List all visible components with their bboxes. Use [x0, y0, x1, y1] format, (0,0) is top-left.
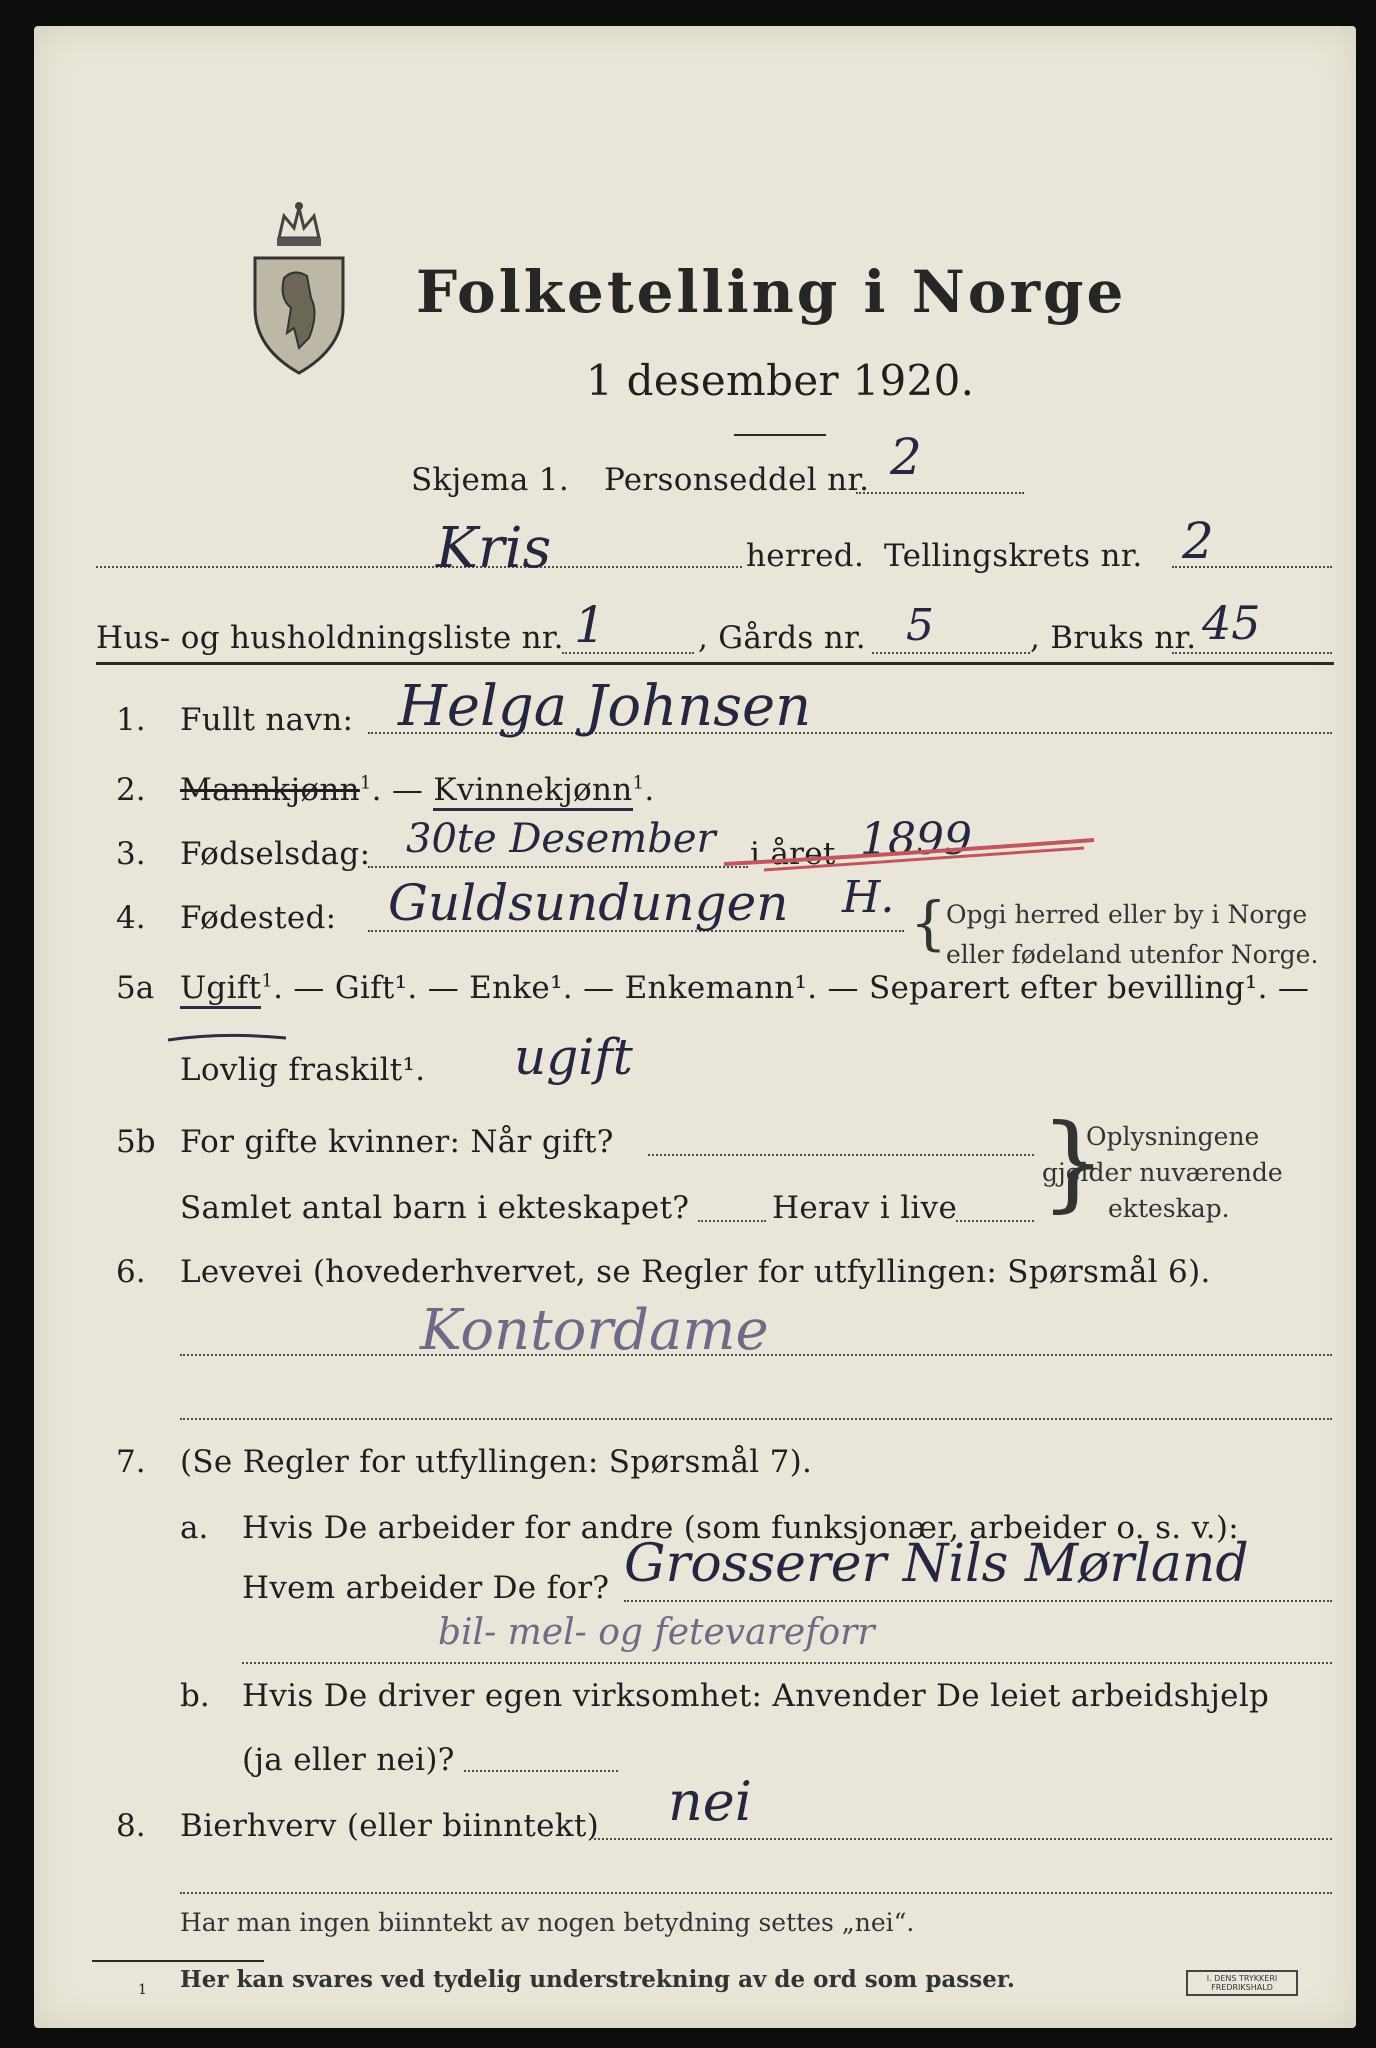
q8-label: Bierhverv (eller biinntekt) [180, 1808, 600, 1844]
q1-full-name: Helga Johnsen [398, 674, 812, 739]
herred-label: herred. [746, 538, 865, 574]
q5a-number: 5a [116, 970, 155, 1006]
q5b-note-line1: Oplysningene [1086, 1122, 1260, 1151]
q7b-line1: Hvis De driver egen virksomhet: Anvender De leiet arbeidshjelp [242, 1678, 1270, 1714]
q6-label: Levevei (hovederhvervet, se Regler for utfyllingen: Spørsmål 6). [180, 1254, 1211, 1290]
q7-number: 7. [116, 1444, 146, 1480]
q5a-ugift-option: Ugift [180, 970, 261, 1009]
personseddel-label: Personseddel nr. [604, 462, 870, 498]
q2-female-option: Kvinnekjønn [433, 772, 632, 811]
q4-label: Fødested: [180, 900, 337, 936]
gards-label: , Gårds nr. [698, 620, 866, 656]
q4-birthplace: Guldsundungen [388, 874, 789, 932]
q5a-answer: ugift [514, 1028, 633, 1086]
printer-stamp: I. DENS TRYKKERI FREDRIKSHALD [1186, 1970, 1298, 1996]
schema-label: Skjema 1. [411, 462, 569, 498]
q5b-note-line2: gjelder nuværende [1042, 1158, 1283, 1187]
footnote-marker: 1 [138, 1982, 147, 1998]
footnote-rule [92, 1960, 264, 1962]
tellingskrets-label: Tellingskrets nr. [884, 538, 1143, 574]
census-form: Folketelling i Norge 1 desember 1920. Skjema 1. Personseddel nr. 2 Kris herred. Tellingskrets nr. 2 Hus- og husholdningsliste nr. 1 , Gårds nr. 5 , Bruks nr. 45 1. Fullt navn: Helga Johnsen 2. Mannkjønn$^1$. — Kvinnekjønn$^1$. 3. Fødselsdag: 30te Desember i året 1899 4. Fødested: Guldsundungen H. { Opgi herred eller by i Norge eller fødeland utenfor Norge. 5a Ugift$^1$. — Gift¹. — Enke¹. — Enkemann¹. — Separert efter bevilling¹. — Lovlig fraskilt¹. ugift 5b For gifte kvinner: Når gift? Samlet antal barn i ekteskapet? Herav i live } Oplysningene gjelder nuværende ekteskap. 6. Levevei (hovederhvervet, se Regler for utfyllingen: Spørsmål 6). Kontordame 7. (Se Regler for utfyllingen: Spørsmål 7). a. Hvis De arbeider for andre (som funksjonær, arbeider o. s. v.): Hvem arbeider De for? Grosserer Nils Mørland bil- mel- og fetevareforr b. Hvis De driver egen virksomhet: Anvender De leiet arbeidshjelp (ja eller nei)? 8. Bierhverv (eller biinntekt) nei Har man ingen biinntekt av nogen betydning settes „nei“. 1 Her kan svares ved tydelig understrekning av de ord som passer. I. DENS TRYKKERI FREDRIKSHALD [34, 26, 1356, 2028]
q1-label: Fullt navn: [180, 702, 354, 738]
q4-note-line2: eller fødeland utenfor Norge. [946, 940, 1319, 969]
q3-birth-date: 30te Desember [406, 816, 716, 862]
footer-note: Har man ingen biinntekt av nogen betydning settes „nei“. [180, 1908, 915, 1937]
q4-birthplace-suffix: H. [842, 872, 895, 923]
form-title: Folketelling i Norge [416, 258, 1127, 326]
herred-value: Kris [436, 516, 552, 581]
census-date: 1 desember 1920. [586, 356, 975, 405]
q5b-herav: Herav i live [772, 1190, 958, 1226]
q7-label: (Se Regler for utfyllingen: Spørsmål 7). [180, 1444, 813, 1480]
header-rule [96, 662, 1334, 665]
q7b-number: b. [180, 1678, 210, 1714]
q7a-employer: Grosserer Nils Mørland [624, 1534, 1249, 1594]
household-value: 1 [574, 596, 606, 654]
q3-birth-year: 1899 [860, 814, 972, 865]
q8-answer: nei [668, 1770, 753, 1833]
q3-label: Fødselsdag: [180, 836, 371, 872]
q5b-line1: For gifte kvinner: Når gift? [180, 1124, 614, 1160]
title-divider [734, 434, 826, 436]
gards-value: 5 [906, 600, 934, 651]
q6-occupation: Kontordame [420, 1298, 769, 1363]
q5b-number: 5b [116, 1124, 156, 1160]
q7a-number: a. [180, 1510, 209, 1546]
q7b-line2: (ja eller nei)? [242, 1742, 455, 1778]
q5a-options: Ugift$^1$. — Gift¹. — Enke¹. — Enkemann¹. — Separert efter bevilling¹. — [180, 970, 1309, 1006]
q2-number: 2. [116, 772, 146, 808]
footnote-text: Her kan svares ved tydelig understrekning av de ord som passer. [180, 1966, 1015, 1993]
q7a-employer-trade: bil- mel- og fetevareforr [438, 1612, 875, 1653]
household-label: Hus- og husholdningsliste nr. [96, 620, 564, 656]
personseddel-value: 2 [890, 428, 922, 486]
q3-number: 3. [116, 836, 146, 872]
q3-year-label: i året [750, 836, 836, 872]
q2-sex-options: Mannkjønn$^1$. — Kvinnekjønn$^1$. [180, 772, 654, 808]
tellingskrets-value: 2 [1182, 512, 1214, 570]
q5b-line2: Samlet antal barn i ekteskapet? [180, 1190, 690, 1226]
q5b-note-line3: ekteskap. [1108, 1194, 1230, 1223]
norway-coat-of-arms-icon [249, 198, 349, 378]
q8-number: 8. [116, 1808, 146, 1844]
q5a-line2: Lovlig fraskilt¹. [180, 1052, 426, 1088]
q2-male-option: Mannkjønn [180, 772, 360, 808]
q1-number: 1. [116, 702, 146, 738]
bruks-label: , Bruks nr. [1030, 620, 1197, 656]
q4-note-line1: Opgi herred eller by i Norge [946, 900, 1308, 929]
red-pencil-mark [724, 834, 1104, 874]
q6-number: 6. [116, 1254, 146, 1290]
q4-number: 4. [116, 900, 146, 936]
q7a-line1: Hvis De arbeider for andre (som funksjonær, arbeider o. s. v.): [242, 1510, 1240, 1546]
q7a-line2: Hvem arbeider De for? [242, 1570, 610, 1606]
bruks-value: 45 [1202, 596, 1261, 650]
